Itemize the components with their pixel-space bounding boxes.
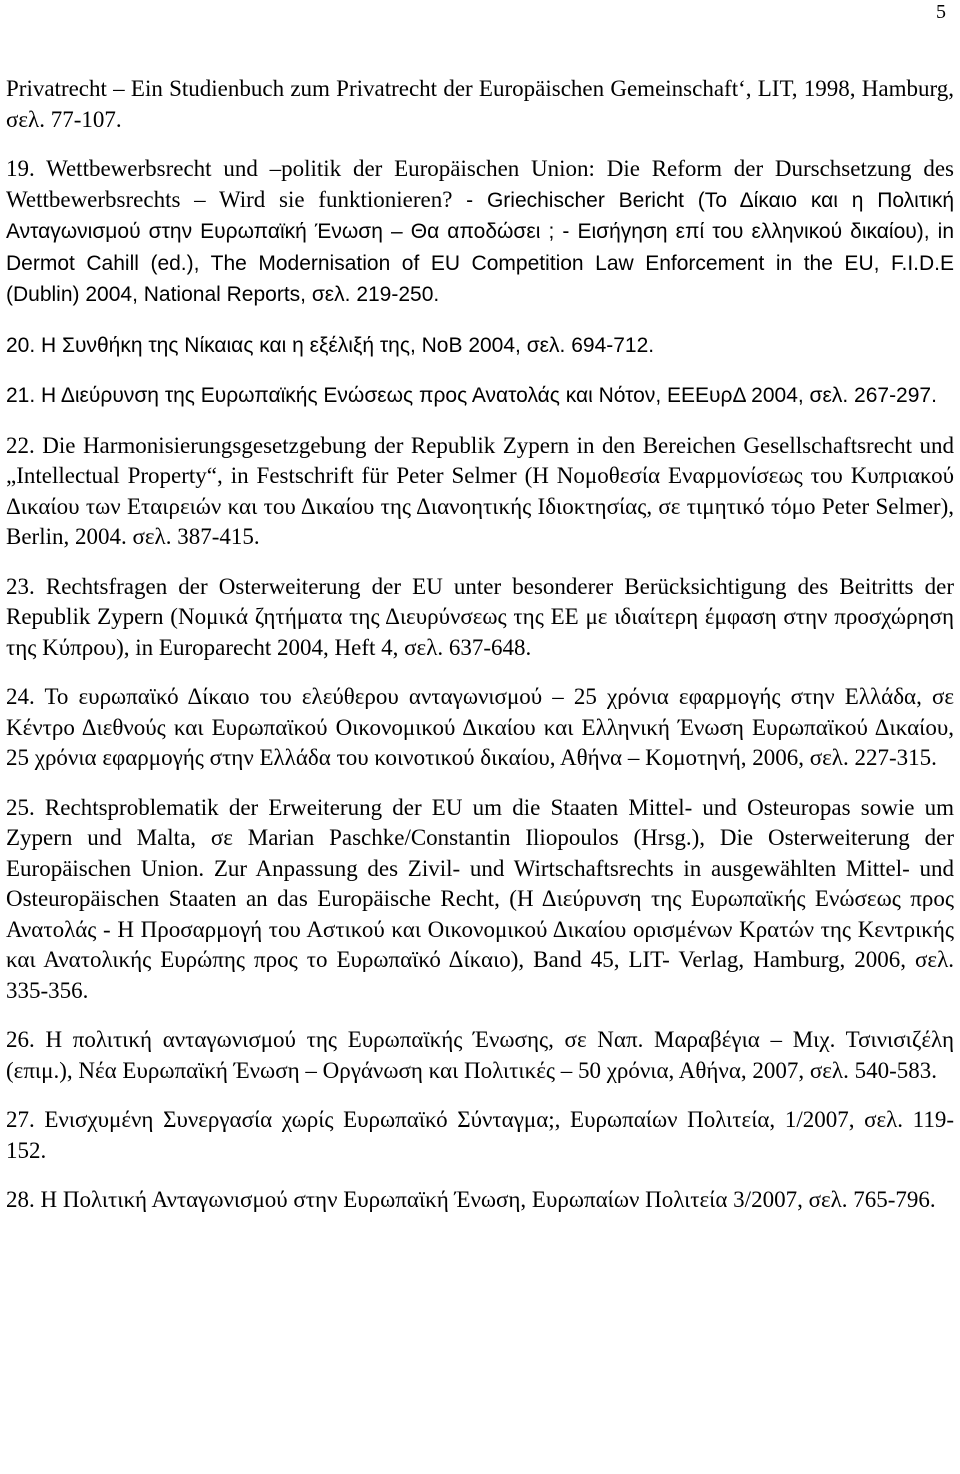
entry-text: 23. Rechtsfragen der Osterweiterung der EU unter besonderer Berücksichtigung des Beitritts der Republik Zypern (Νομικά ζητήματα της Διευρύνσεως της ΕΕ με ιδιαίτερη έμφαση στην προσχώρηση της Κύπρου), in Europarecht 2004, Heft 4, σελ. 637-648.: [6, 573, 954, 660]
bibliography-list: [6, 74, 954, 1235]
list-item-continued: [6, 74, 954, 135]
page-number: 5: [936, 1, 946, 23]
list-item-23: [6, 572, 954, 664]
list-item-26: [6, 1025, 954, 1086]
entry-text: 24. Το ευρωπαϊκό Δίκαιο του ελεύθερου ανταγωνισμού – 25 χρόνια εφαρμογής στην Ελλάδα, σε Κέντρο Διεθνούς και Ευρωπαϊκού Οικονομικού Δικαίου και Ελληνική Ένωση Ευρωπαϊκού Δικαίου, 25 χρόνια εφαρμογής στην Ελλάδα του κοινοτικού δικαίου, Αθήνα – Κομοτηνή, 2006, σελ. 227-315.: [6, 684, 954, 770]
entry-text: Privatrecht – Ein Studienbuch zum Privatrecht der Europäischen Gemeinschaft‘, LIT, 1998, Hamburg, σελ. 77-107.: [6, 76, 954, 132]
entry-text: 25. Rechtsproblematik der Erweiterung der EU um die Staaten Mittel- und Osteuropas sowie um Zypern und Malta, σε Marian Paschke/Constantin Iliopoulos (Hrsg.), Die Osterweiterung der Europäischen Union. Zur Anpassung des Zivil- und Wirtschaftsrechts in ausgewählten Mittel- und Osteuropäischen Staaten an das Europäische Recht, (Η Διεύρυνση της Ευρωπαϊκής Ενώσεως προς Ανατολάς - Η Προσαρμογή του Αστικού και Οικονομικού Δικαίου ορισμένων Κρατών της Κεντρικής και Ανατολικής Ευρώπης προς το Ευρωπαϊκό Δίκαιο), Band 45, LIT- Verlag, Hamburg, 2006, σελ. 335-356.: [6, 794, 954, 1003]
list-item-21: [6, 380, 954, 412]
entry-text-sans: - Griechischer Bericht (Το Δίκαιο και η Πολιτική Ανταγωνισμού στην Ευρωπαϊκή Ένωση – Θα αποδώσει ; - Εισήγηση επί του ελληνικού δικαίου), in Dermot Cahill (ed.), The Modernisation of EU Competition Law Enforcement in the EU, F.I.D.E (Dublin) 2004, National Reports, σελ. 219-250.: [6, 188, 954, 306]
list-item-25: [6, 793, 954, 1007]
list-item-28: [6, 1185, 954, 1216]
list-item-27: [6, 1105, 954, 1166]
entry-text: 28. Η Πολιτική Ανταγωνισμού στην Ευρωπαϊκή Ένωση, Ευρωπαίων Πολιτεία 3/2007, σελ. 765-796.: [6, 1187, 936, 1212]
entry-text-sans: 21. Η Διεύρυνση της Ευρωπαϊκής Ενώσεως προς Ανατολάς και Νότον, ΕΕΕυρΔ 2004, σελ. 267-297.: [6, 384, 937, 407]
entry-text: 22. Die Harmonisierungsgesetzgebung der Republik Zypern in den Bereichen Gesellschaftsrecht und „Intellectual Property“, in Festschrift für Peter Selmer (Η Νομοθεσία Εναρμονίσεως του Κυπριακού Δικαίου των Εταιρειών και του Δικαίου της Διανοητικής Ιδιοκτησίας, σε τιμητικό τόμο Peter Selmer), Berlin, 2004. σελ. 387-415.: [6, 432, 954, 549]
entry-text: 19. Wettbewerbsrecht und –politik der Europäischen Union: Die Reform der Durschsetzung des Wettbewerbsrechts – Wird sie funktionieren?: [6, 156, 954, 212]
list-item-24: [6, 682, 954, 774]
entry-text: 26. Η πολιτική ανταγωνισμού της Ευρωπαϊκής Ένωσης, σε Ναπ. Μαραβέγια – Μιχ. Τσινισιζέλη (επιμ.), Νέα Ευρωπαϊκή Ένωση – Οργάνωση και Πολιτικές – 50 χρόνια, Αθήνα, 2007, σελ. 540-583.: [6, 1027, 954, 1083]
list-item-22: [6, 431, 954, 553]
list-item-19: [6, 154, 954, 311]
list-item-20: [6, 330, 954, 362]
entry-text: 27. Ενισχυμένη Συνεργασία χωρίς Ευρωπαϊκό Σύνταγμα;, Ευρωπαίων Πολιτεία, 1/2007, σελ. 119-152.: [6, 1107, 954, 1163]
entry-text-sans: 20. Η Συνθήκη της Νίκαιας και η εξέλιξή της, ΝοΒ 2004, σελ. 694-712.: [6, 333, 655, 357]
